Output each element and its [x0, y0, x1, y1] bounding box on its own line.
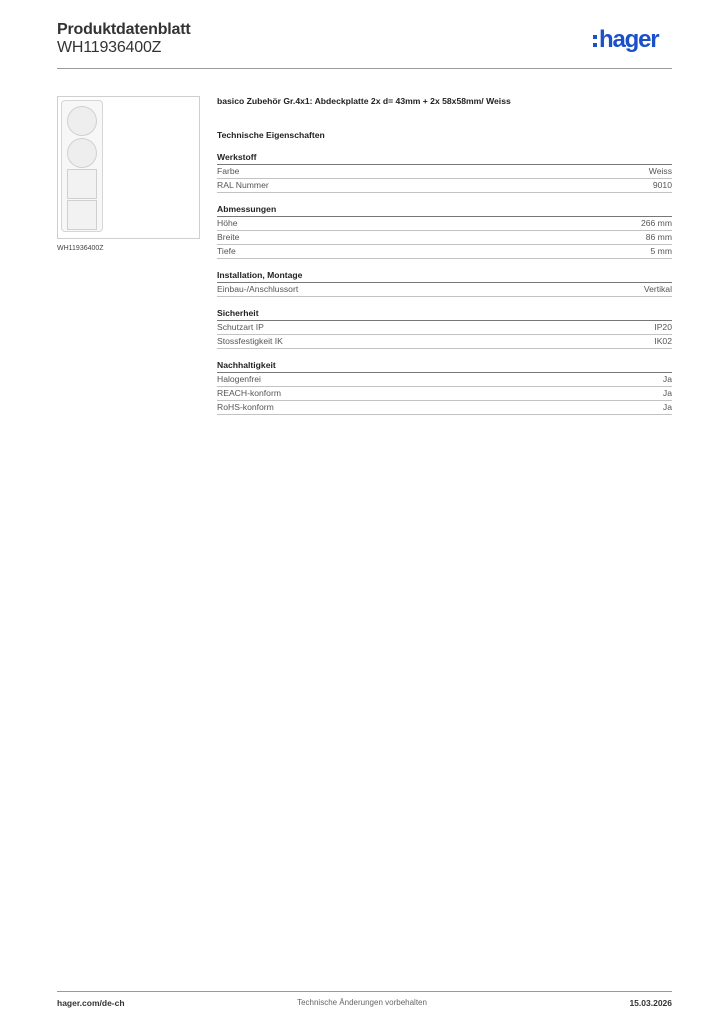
- spec-label: Tiefe: [217, 246, 236, 256]
- spec-value: IP20: [654, 322, 672, 332]
- spec-label: RAL Nummer: [217, 180, 269, 190]
- spec-group-werkstoff: [217, 152, 672, 193]
- spec-label: Breite: [217, 232, 240, 242]
- spec-row: [217, 321, 672, 335]
- spec-row: [217, 401, 672, 415]
- spec-value: IK02: [654, 336, 672, 346]
- footer-website-link[interactable]: hager.com/de-ch: [57, 998, 125, 1008]
- spec-label: REACH-konform: [217, 388, 281, 398]
- spec-label: Einbau-/Anschlussort: [217, 284, 299, 294]
- document-title: Produktdatenblatt: [57, 21, 191, 38]
- round-cutout-2: [67, 138, 97, 168]
- image-caption: WH11936400Z: [57, 245, 104, 252]
- spec-label: Stossfestigkeit IK: [217, 336, 283, 346]
- spec-value: 5 mm: [650, 246, 672, 256]
- square-cutout-2: [67, 200, 97, 230]
- spec-group-nachhaltigkeit: [217, 360, 672, 415]
- square-cutout-1: [67, 169, 97, 199]
- spec-row: [217, 217, 672, 231]
- spec-group-title: Nachhaltigkeit: [217, 360, 672, 373]
- product-description: basico Zubehör Gr.4x1: Abdeckplatte 2x d= 43mm + 2x 58x58mm/ Weiss: [217, 96, 511, 106]
- product-code: WH11936400Z: [57, 39, 162, 56]
- spec-value: Ja: [662, 388, 672, 398]
- spec-row: [217, 387, 672, 401]
- spec-row: [217, 245, 672, 259]
- hager-logo: [593, 26, 675, 55]
- spec-group-title: Abmessungen: [217, 204, 672, 217]
- specs-heading: Technische Eigenschaften: [217, 130, 325, 140]
- footer-divider: [57, 991, 672, 992]
- spec-row: [217, 231, 672, 245]
- spec-group-title: Werkstoff: [217, 152, 672, 165]
- spec-label: Schutzart IP: [217, 322, 264, 332]
- spec-value: 86 mm: [645, 232, 672, 242]
- spec-content: [217, 96, 672, 415]
- logo-wordmark: hager: [599, 26, 659, 53]
- round-cutout-1: [67, 106, 97, 136]
- spec-row: [217, 335, 672, 349]
- spec-group-title: Sicherheit: [217, 308, 672, 321]
- footer-note: Technische Änderungen vorbehalten: [297, 998, 427, 1007]
- spec-row: [217, 165, 672, 179]
- spec-label: RoHS-konform: [217, 402, 274, 412]
- spec-value: Ja: [662, 402, 672, 412]
- footer-date: 15.03.2026: [629, 998, 672, 1008]
- logo-colon-mark: [593, 35, 598, 50]
- spec-label: Höhe: [217, 218, 238, 228]
- spec-value: 9010: [652, 180, 672, 190]
- spec-row: [217, 179, 672, 193]
- spec-value: Vertikal: [643, 284, 672, 294]
- spec-group-abmessungen: [217, 204, 672, 259]
- cover-plate-illustration: [61, 100, 103, 232]
- product-image: [57, 96, 200, 239]
- spec-label: Farbe: [217, 166, 240, 176]
- spec-row: [217, 283, 672, 297]
- spec-label: Halogenfrei: [217, 374, 261, 384]
- spec-value: Ja: [662, 374, 672, 384]
- spec-group-title: Installation, Montage: [217, 270, 672, 283]
- spec-group-installation: [217, 270, 672, 297]
- spec-value: Weiss: [648, 166, 672, 176]
- spec-group-sicherheit: [217, 308, 672, 349]
- spec-value: 266 mm: [640, 218, 672, 228]
- header-divider: [57, 68, 672, 69]
- spec-row: [217, 373, 672, 387]
